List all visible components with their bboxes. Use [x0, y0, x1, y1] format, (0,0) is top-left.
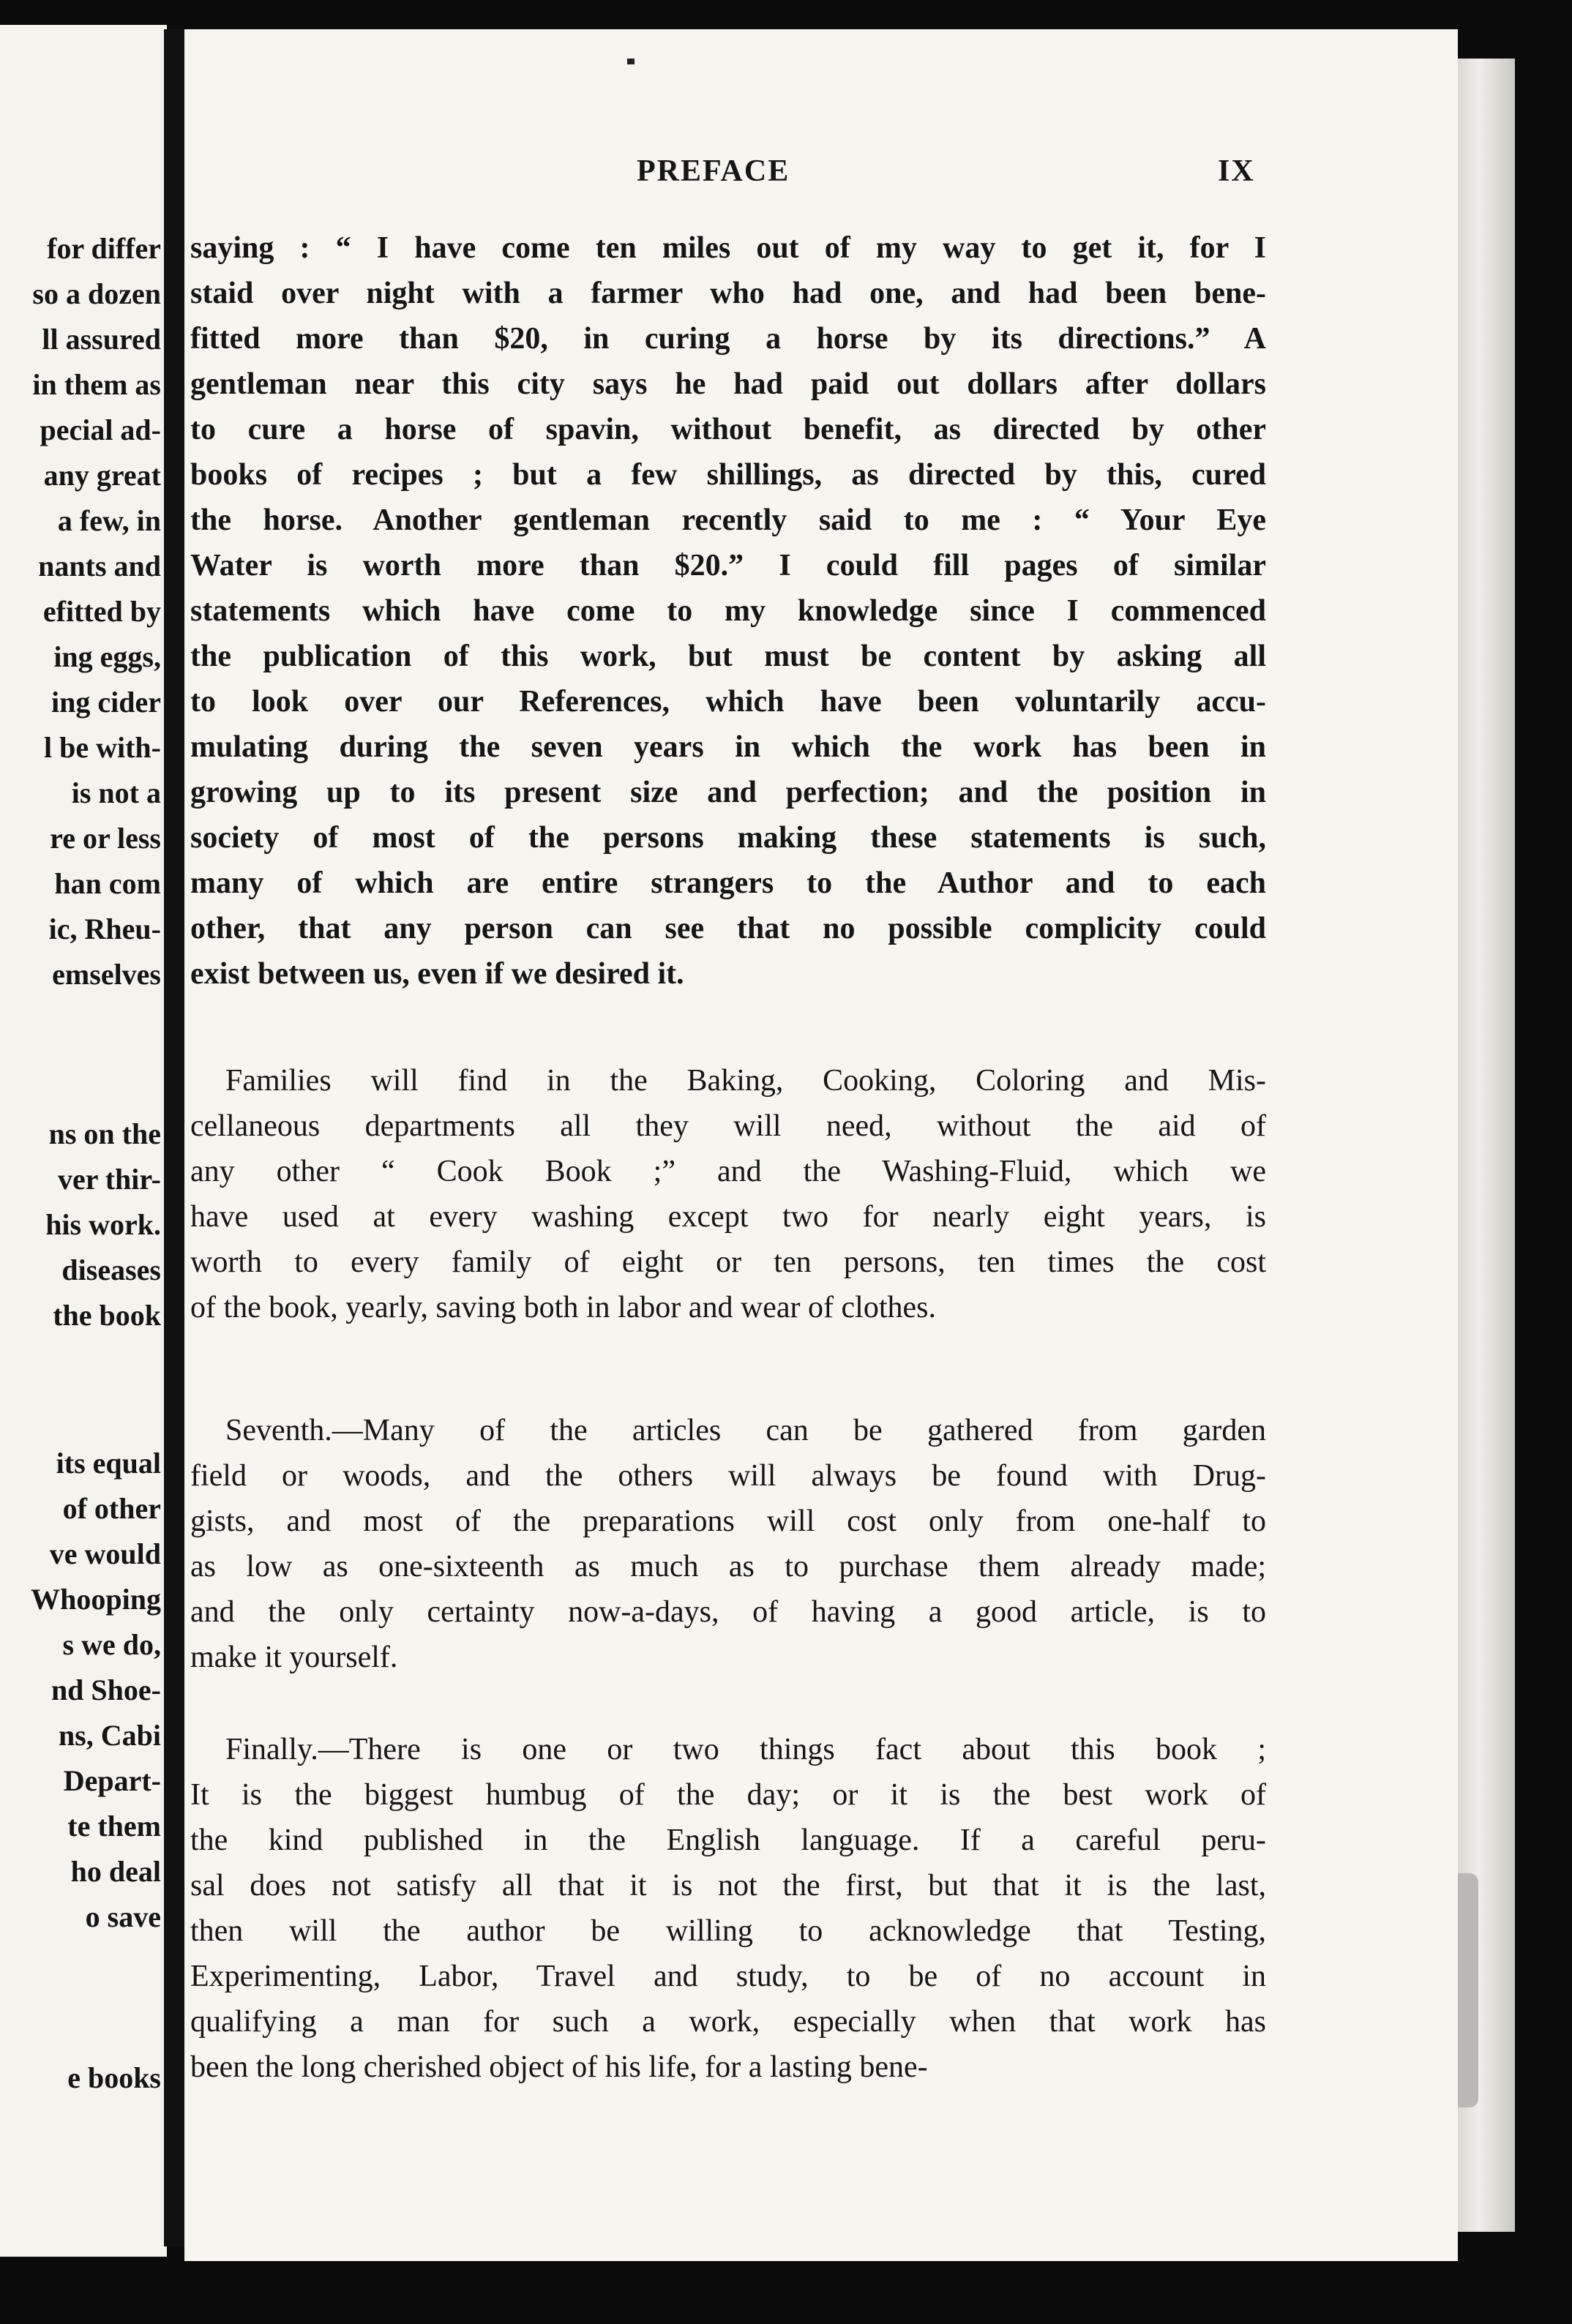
previous-page-line: in them as [32, 368, 161, 401]
text-line: staid over night with a farmer who had one, and had been bene- [190, 277, 1266, 310]
previous-page-line: nants and [38, 550, 161, 582]
previous-page-line: o save [85, 1900, 161, 1933]
text-line: worth to every family of eight or ten persons, ten times the cost [190, 1245, 1266, 1279]
text-line: sal does not satisfy all that it is not the first, but that it is the last, [190, 1869, 1266, 1903]
text-line: fitted more than $20, in curing a horse by its directions.” A [190, 322, 1266, 356]
text-line: statements which have come to my knowledge since I commenced [190, 594, 1266, 628]
previous-page-line: ll assured [42, 323, 161, 356]
text-line: gentleman near this city says he had paid out dollars after dollars [190, 367, 1266, 401]
text-line: gists, and most of the preparations will cost only from one-half to [190, 1504, 1266, 1538]
previous-page-line: nd Shoe- [50, 1673, 161, 1706]
previous-page-line: is not a [71, 776, 161, 809]
previous-page-line: Whooping [31, 1583, 161, 1616]
print-mark [627, 59, 635, 64]
text-line: been the long cherished object of his life, for a lasting bene- [190, 2050, 928, 2084]
text-line: have used at every washing except two for nearly eight years, is [190, 1200, 1266, 1234]
previous-page-line: e books [67, 2061, 161, 2094]
text-line: Seventh.—Many of the articles can be gathered from garden [225, 1414, 1266, 1447]
previous-page-line: the book [53, 1299, 161, 1332]
text-line: society of most of the persons making these statements is such, [190, 821, 1266, 855]
text-line: qualifying a man for such a work, especially when that work has [190, 2005, 1266, 2039]
text-line: the kind published in the English language. If a careful peru- [190, 1823, 1266, 1857]
text-line: field or woods, and the others will always be found with Drug- [190, 1459, 1266, 1493]
text-line: make it yourself. [190, 1641, 398, 1674]
previous-page-line: han com [54, 867, 161, 900]
text-line: growing up to its present size and perfection; and the position in [190, 776, 1266, 809]
text-line: many of which are entire strangers to the Author and to each [190, 866, 1266, 900]
paragraph-seventh [190, 1408, 1266, 1680]
previous-page-line: ic, Rheu- [48, 912, 161, 945]
previous-page-line: ns on the [48, 1117, 161, 1150]
previous-page-line: ver thir- [57, 1163, 161, 1196]
paragraph-testimonials [190, 225, 1266, 997]
previous-page-line: emselves [52, 958, 161, 991]
previous-page-line: ho deal [70, 1855, 161, 1888]
previous-page-fragment [0, 25, 167, 2257]
book-page [184, 29, 1458, 2261]
previous-page-line: ve would [49, 1537, 161, 1570]
paragraph-families [190, 1058, 1266, 1330]
text-line: any other “ Cook Book ;” and the Washing-Fluid, which we [190, 1155, 1266, 1188]
text-line: exist between us, even if we desired it. [190, 957, 684, 991]
text-line: the publication of this work, but must be content by asking all [190, 640, 1266, 673]
page-header [184, 154, 1458, 205]
previous-page-line: diseases [61, 1253, 161, 1286]
previous-page-line: so a dozen [32, 277, 161, 310]
previous-page-line: for differ [47, 232, 161, 265]
previous-page-line: of other [62, 1492, 161, 1525]
text-line: mulating during the seven years in which the work has been in [190, 730, 1266, 764]
previous-page-line: re or less [50, 822, 161, 855]
previous-page-line: s we do, [62, 1628, 161, 1661]
page-number: IX [1218, 154, 1255, 188]
text-line: Experimenting, Labor, Travel and study, to be of no account in [190, 1960, 1266, 1993]
text-line: It is the biggest humbug of the day; or it is the best work of [190, 1778, 1266, 1812]
text-line: to cure a horse of spavin, without benefit, as directed by other [190, 413, 1266, 446]
text-line: Water is worth more than $20.” I could fill pages of similar [190, 549, 1266, 582]
previous-page-line: te them [67, 1810, 161, 1843]
previous-page-line: ns, Cabi [58, 1719, 161, 1752]
text-line: the horse. Another gentleman recently said to me : “ Your Eye [190, 503, 1266, 537]
previous-page-line: any great [43, 459, 161, 492]
text-line: saying : “ I have come ten miles out of my way to get it, for I [190, 231, 1266, 265]
text-line: of the book, yearly, saving both in labor and wear of clothes. [190, 1291, 936, 1324]
previous-page-line: efitted by [42, 595, 161, 628]
book-gutter [164, 29, 186, 2246]
text-line: Finally.—There is one or two things fact about this book ; [225, 1733, 1266, 1766]
previous-page-line: Depart- [63, 1764, 161, 1797]
previous-page-line: ing cider [51, 686, 161, 719]
running-head: PREFACE [637, 154, 790, 188]
previous-page-line: pecial ad- [40, 413, 161, 446]
text-line: to look over our References, which have been voluntarily accu- [190, 685, 1266, 719]
previous-page-line: a few, in [57, 504, 161, 537]
text-line: other, that any person can see that no possible complicity could [190, 912, 1266, 945]
previous-page-line: its equal [56, 1447, 161, 1480]
previous-page-line: l be with- [44, 731, 161, 764]
previous-page-line: his work. [45, 1208, 161, 1241]
paragraph-finally [190, 1727, 1266, 2090]
text-line: Families will find in the Baking, Cooking, Coloring and Mis- [225, 1064, 1266, 1098]
text-line: books of recipes ; but a few shillings, as directed by this, cured [190, 458, 1266, 492]
text-line: and the only certainty now-a-days, of having a good article, is to [190, 1595, 1266, 1629]
text-line: then will the author be willing to acknowledge that Testing, [190, 1914, 1266, 1948]
text-line: cellaneous departments all they will need, without the aid of [190, 1109, 1266, 1143]
text-line: as low as one-sixteenth as much as to purchase them already made; [190, 1550, 1266, 1583]
previous-page-line: ing eggs, [53, 640, 161, 673]
